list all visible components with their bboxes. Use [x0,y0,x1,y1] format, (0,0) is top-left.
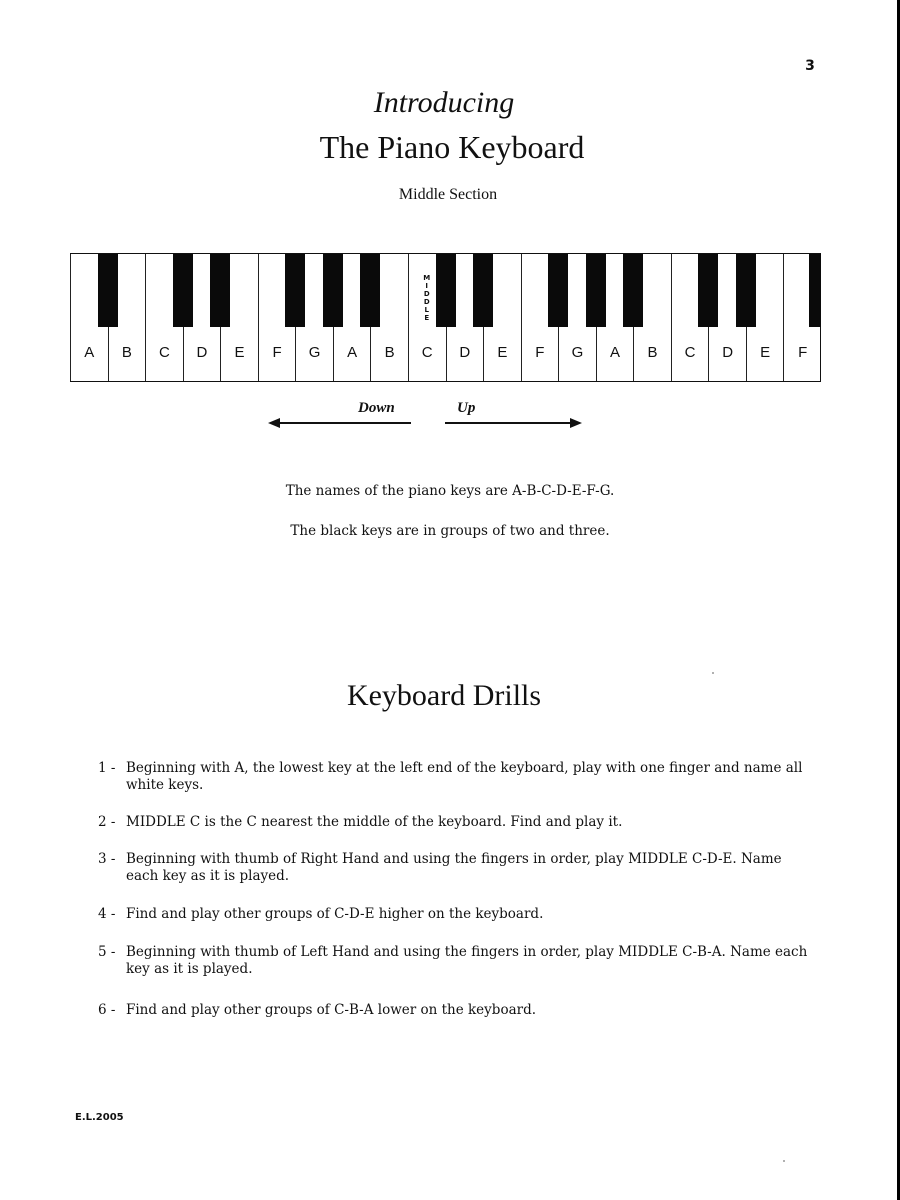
info-key-names: The names of the piano keys are A-B-C-D-E-F-G. [285,483,615,499]
middle-c-marker-letter: D [423,290,430,298]
white-key-label: A [84,344,95,361]
white-key-label: G [571,344,584,361]
black-key [210,254,230,327]
white-key-label: E [234,344,245,361]
arrow-right-icon [570,418,582,428]
white-key-label: F [535,344,545,361]
drill-text: Beginning with A, the lowest key at the left end of the keyboard, play with one finger and name all white keys. [126,760,803,793]
black-key [586,254,606,327]
down-arrow-line [278,422,411,424]
drill-number: 2 - [98,814,116,830]
white-key-label: G [308,344,321,361]
drill-number: 5 - [98,944,116,960]
middle-c-marker-letter: D [423,298,430,306]
drill-number: 3 - [98,851,116,867]
middle-c-marker [423,274,431,322]
white-key-label: D [722,344,734,361]
drill-item [98,1002,808,1019]
white-key-label: D [459,344,471,361]
info-black-keys: The black keys are in groups of two and three. [290,523,610,539]
black-key [360,254,380,327]
white-key-label: C [421,344,433,361]
black-key [548,254,568,327]
intro-heading: Introducing [373,86,515,119]
catalog-code: E.L.2005 [75,1112,124,1123]
black-key [285,254,305,327]
white-key-label: C [158,344,170,361]
black-key [623,254,643,327]
drill-item [98,814,808,831]
page-subtitle: Middle Section [398,186,498,203]
print-speck [783,1160,785,1162]
drill-text: Find and play other groups of C-D-E higher on the keyboard. [126,906,544,922]
drill-text: Beginning with thumb of Right Hand and using the fingers in order, play MIDDLE C-D-E. Name each key as it is played. [126,851,782,884]
white-key-label: F [272,344,282,361]
up-arrow-line [445,422,572,424]
drill-number: 6 - [98,1002,116,1018]
black-key [473,254,493,327]
drill-text: MIDDLE C is the C nearest the middle of the keyboard. Find and play it. [126,814,623,830]
drill-item [98,851,808,885]
black-key [436,254,456,327]
page-number: 3 [805,58,815,74]
drill-text: Beginning with thumb of Left Hand and using the fingers in order, play MIDDLE C-B-A. Name each key as it is played. [126,944,808,977]
white-key-label: B [384,344,395,361]
middle-c-marker-letter: E [424,314,430,322]
drill-item [98,760,808,794]
drill-item [98,906,808,923]
black-key [809,254,821,327]
direction-down-label: Down [358,400,395,416]
white-key-label: E [760,344,771,361]
black-key [323,254,343,327]
black-key [736,254,756,327]
black-key [698,254,718,327]
white-key-label: F [798,344,808,361]
middle-c-marker-letter: L [424,306,429,314]
white-key-label: E [497,344,508,361]
drill-text: Find and play other groups of C-B-A lower on the keyboard. [126,1002,537,1018]
white-key-label: A [347,344,358,361]
direction-up-label: Up [457,400,476,416]
white-key-label: B [121,344,132,361]
page-title: The Piano Keyboard [319,129,585,165]
black-key [98,254,118,327]
middle-c-marker-letter: I [425,282,429,290]
drills-title: Keyboard Drills [346,679,542,712]
drill-number: 4 - [98,906,116,922]
white-key-label: B [647,344,658,361]
white-key-label: A [609,344,620,361]
print-speck [712,672,714,674]
drill-item [98,944,808,978]
drill-number: 1 - [98,760,116,776]
white-key-label: D [196,344,208,361]
black-key [173,254,193,327]
white-key-label: C [684,344,696,361]
middle-c-marker-letter: M [423,274,431,282]
piano-keyboard-diagram [70,253,821,382]
